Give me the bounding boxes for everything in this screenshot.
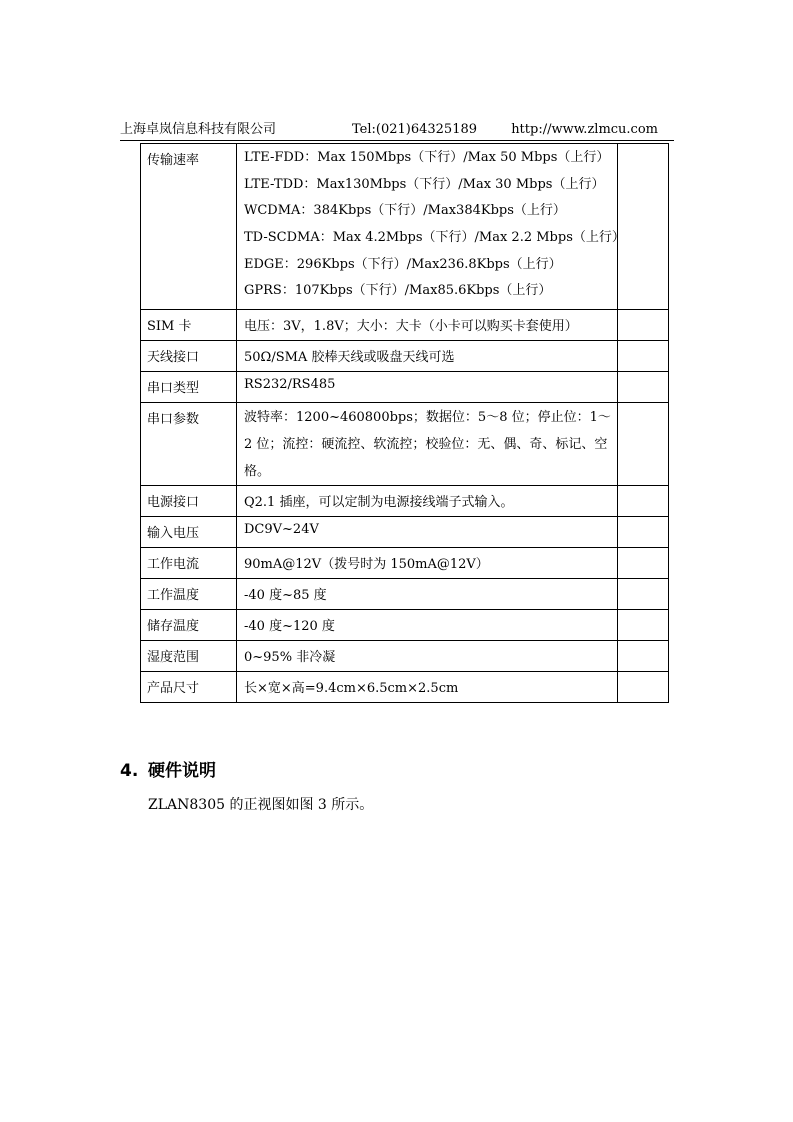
table-row: [141, 610, 669, 641]
section-heading: [120, 756, 216, 781]
row-extra: [618, 372, 669, 403]
table-row: [141, 579, 669, 610]
table-row: [141, 403, 669, 486]
row-value: 50Ω/SMA 胶棒天线或吸盘天线可选: [237, 341, 618, 372]
row-label: 天线接口: [141, 341, 237, 372]
table-row: [141, 372, 669, 403]
row-label: 串口类型: [141, 372, 237, 403]
row-label: 工作温度: [141, 579, 237, 610]
row-label: 产品尺寸: [141, 672, 237, 703]
row-value: 电压：3V，1.8V；大小：大卡（小卡可以购买卡套使用）: [237, 310, 618, 341]
row-extra: [618, 610, 669, 641]
section-title: 硬件说明: [148, 761, 216, 781]
row-extra: [618, 486, 669, 517]
row-extra: [618, 403, 669, 486]
row-label: 湿度范围: [141, 641, 237, 672]
row-label: 电源接口: [141, 486, 237, 517]
row-extra: [618, 548, 669, 579]
rate-line: LTE-TDD：Max130Mbps（下行）/Max 30 Mbps（上行）: [244, 176, 605, 192]
page-header: [120, 120, 674, 141]
row-extra: [618, 341, 669, 372]
row-value: [237, 144, 625, 310]
table-row: [141, 486, 669, 517]
section-number: 4.: [120, 761, 139, 781]
rate-line: WCDMA：384Kbps（下行）/Max384Kbps（上行）: [244, 203, 566, 219]
row-value: 长×宽×高=9.4cm×6.5cm×2.5cm: [237, 672, 618, 703]
table-row: [141, 548, 669, 579]
row-value: DC9V~24V: [237, 517, 618, 548]
row-extra: [618, 517, 669, 548]
row-label: 串口参数: [141, 403, 237, 486]
row-extra: [618, 144, 669, 310]
header-tel: Tel:(021)64325189: [352, 122, 478, 137]
rate-line: LTE-FDD：Max 150Mbps（下行）/Max 50 Mbps（上行）: [244, 150, 610, 165]
row-value: -40 度~120 度: [237, 610, 618, 641]
row-label: SIM 卡: [141, 310, 237, 341]
row-extra: [618, 310, 669, 341]
spec-table: [140, 143, 669, 703]
row-value: [237, 403, 618, 486]
section-paragraph: ZLAN8305 的正视图如图 3 所示。: [148, 797, 374, 813]
rate-line: GPRS：107Kbps（下行）/Max85.6Kbps（上行）: [244, 283, 552, 299]
row-extra: [618, 672, 669, 703]
row-extra: [618, 641, 669, 672]
rate-line: TD-SCDMA：Max 4.2Mbps（下行）/Max 2.2 Mbps（上行）: [244, 230, 625, 246]
row-value: RS232/RS485: [237, 372, 618, 403]
row-value: Q2.1 插座，可以定制为电源接线端子式输入。: [237, 486, 618, 517]
header-url: http://www.zlmcu.com: [511, 122, 658, 137]
header-company: 上海卓岚信息科技有限公司: [120, 122, 277, 137]
row-label: 工作电流: [141, 548, 237, 579]
row-extra: [618, 579, 669, 610]
table-row: [141, 144, 669, 310]
row-value: 0~95% 非冷凝: [237, 641, 618, 672]
serial-params-text: 波特率：1200~460800bps；数据位：5～8 位；停止位：1～2 位；流控：硬流控、软流控；校验位：无、偶、奇、标记、空格。: [244, 410, 611, 480]
table-row: [141, 310, 669, 341]
table-row: [141, 672, 669, 703]
row-label: 储存温度: [141, 610, 237, 641]
row-value: 90mA@12V（拨号时为 150mA@12V）: [237, 548, 618, 579]
row-value: -40 度~85 度: [237, 579, 618, 610]
row-label: 传输速率: [141, 144, 237, 310]
table-row: [141, 341, 669, 372]
table-row: [141, 641, 669, 672]
rate-line: EDGE：296Kbps（下行）/Max236.8Kbps（上行）: [244, 256, 562, 272]
row-label: 输入电压: [141, 517, 237, 548]
table-row: [141, 517, 669, 548]
